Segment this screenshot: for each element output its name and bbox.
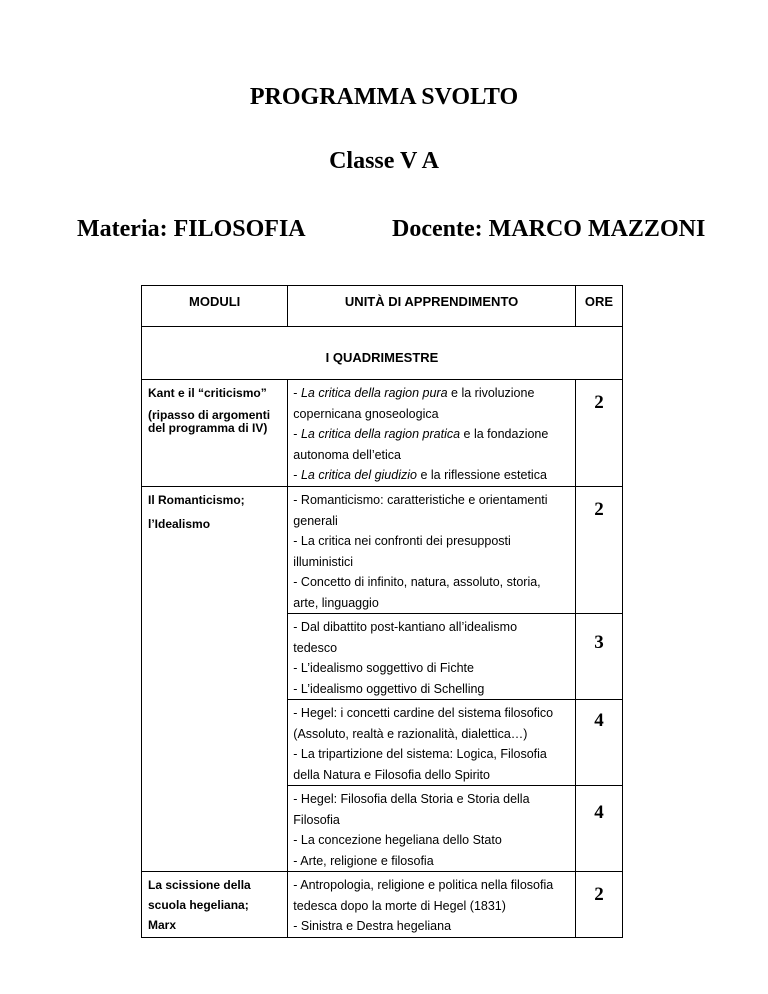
unit-line: - La tripartizione del sistema: Logica, Filosofia [293, 747, 547, 761]
module-cell [142, 380, 288, 487]
module-title: scuola hegeliana; [148, 898, 249, 912]
unit-line: - La critica nei confronti dei presupposti [293, 534, 511, 548]
teacher-label: Docente: MARCO MAZZONI [392, 216, 706, 242]
hours-cell [575, 614, 622, 700]
program-table [141, 285, 623, 938]
unit-line: - Concetto di infinito, natura, assoluto, storia, [293, 575, 541, 589]
hours-value: 2 [594, 392, 604, 413]
module-cell [142, 872, 288, 938]
unit-line: Filosofia [293, 812, 340, 827]
module-title: l’Idealismo [148, 517, 211, 531]
unit-line: della Natura e Filosofia dello Spirito [293, 767, 490, 782]
unit-line: - L’idealismo oggettivo di Schelling [293, 681, 485, 696]
unit-cell [288, 380, 576, 487]
unit-line: copernicana gnoseologica [293, 406, 439, 421]
hours-value: 2 [594, 884, 604, 905]
col-header-ore: ORE [575, 286, 622, 327]
quadrimestre-label: I QUADRIMESTRE [142, 327, 623, 380]
table-row [142, 872, 623, 938]
hours-cell [575, 786, 622, 872]
hours-cell [575, 380, 622, 487]
unit-line: autonoma dell’etica [293, 447, 402, 462]
class-label: Classe V A [329, 148, 439, 174]
subject-label: Materia: FILOSOFIA [77, 216, 306, 242]
unit-line: - Arte, religione e filosofia [293, 853, 434, 868]
unit-line: - La critica del giudizio e la riflessione estetica [293, 468, 547, 482]
table-header-row [142, 286, 623, 327]
unit-line: - L’idealismo soggettivo di Fichte [293, 661, 474, 675]
module-subtitle: (ripasso di argomenti del programma di IV) [148, 408, 271, 435]
unit-line: generali [293, 513, 338, 528]
unit-cell [288, 614, 576, 700]
unit-line: - La critica della ragion pura e la rivoluzione [293, 386, 535, 400]
unit-line: - La concezione hegeliana dello Stato [293, 833, 502, 847]
hours-cell [575, 872, 622, 938]
unit-line: - Dal dibattito post-kantiano all’idealismo [293, 620, 518, 634]
unit-line: (Assoluto, realtà e razionalità, dialettica…) [293, 726, 528, 741]
unit-line: tedesco [293, 640, 338, 655]
unit-cell [288, 487, 576, 614]
unit-line: - Antropologia, religione e politica nella filosofia [293, 878, 554, 892]
unit-cell [288, 872, 576, 938]
unit-line: - Hegel: Filosofia della Storia e Storia della [293, 792, 530, 806]
hours-value: 4 [594, 802, 604, 823]
hours-value: 3 [594, 632, 604, 653]
module-title: Kant e il “criticismo” [148, 386, 267, 400]
unit-cell [288, 700, 576, 786]
unit-line: tedesca dopo la morte di Hegel (1831) [293, 898, 506, 913]
hours-cell [575, 700, 622, 786]
col-header-unita: UNITÀ DI APPRENDIMENTO [288, 286, 576, 327]
module-title: La scissione della [148, 878, 251, 892]
unit-line: - Hegel: i concetti cardine del sistema filosofico [293, 706, 554, 720]
hours-value: 4 [594, 710, 604, 731]
unit-line: arte, linguaggio [293, 595, 379, 610]
unit-cell [288, 786, 576, 872]
hours-cell [575, 487, 622, 614]
table-row [142, 487, 623, 614]
module-title: Il Romanticismo; [148, 493, 245, 507]
page-title: PROGRAMMA SVOLTO [249, 84, 519, 110]
col-header-moduli: MODULI [142, 286, 288, 327]
table-row [142, 380, 623, 487]
hours-value: 2 [594, 499, 604, 520]
unit-line: - Sinistra e Destra hegeliana [293, 919, 452, 933]
quadrimestre-row [142, 327, 623, 380]
unit-line: - Romanticismo: caratteristiche e orientamenti [293, 493, 548, 507]
module-title: Marx [148, 918, 177, 932]
module-cell [142, 487, 288, 872]
unit-line: - La critica della ragion pratica e la fondazione [293, 427, 549, 441]
unit-line: illuministici [293, 554, 354, 569]
